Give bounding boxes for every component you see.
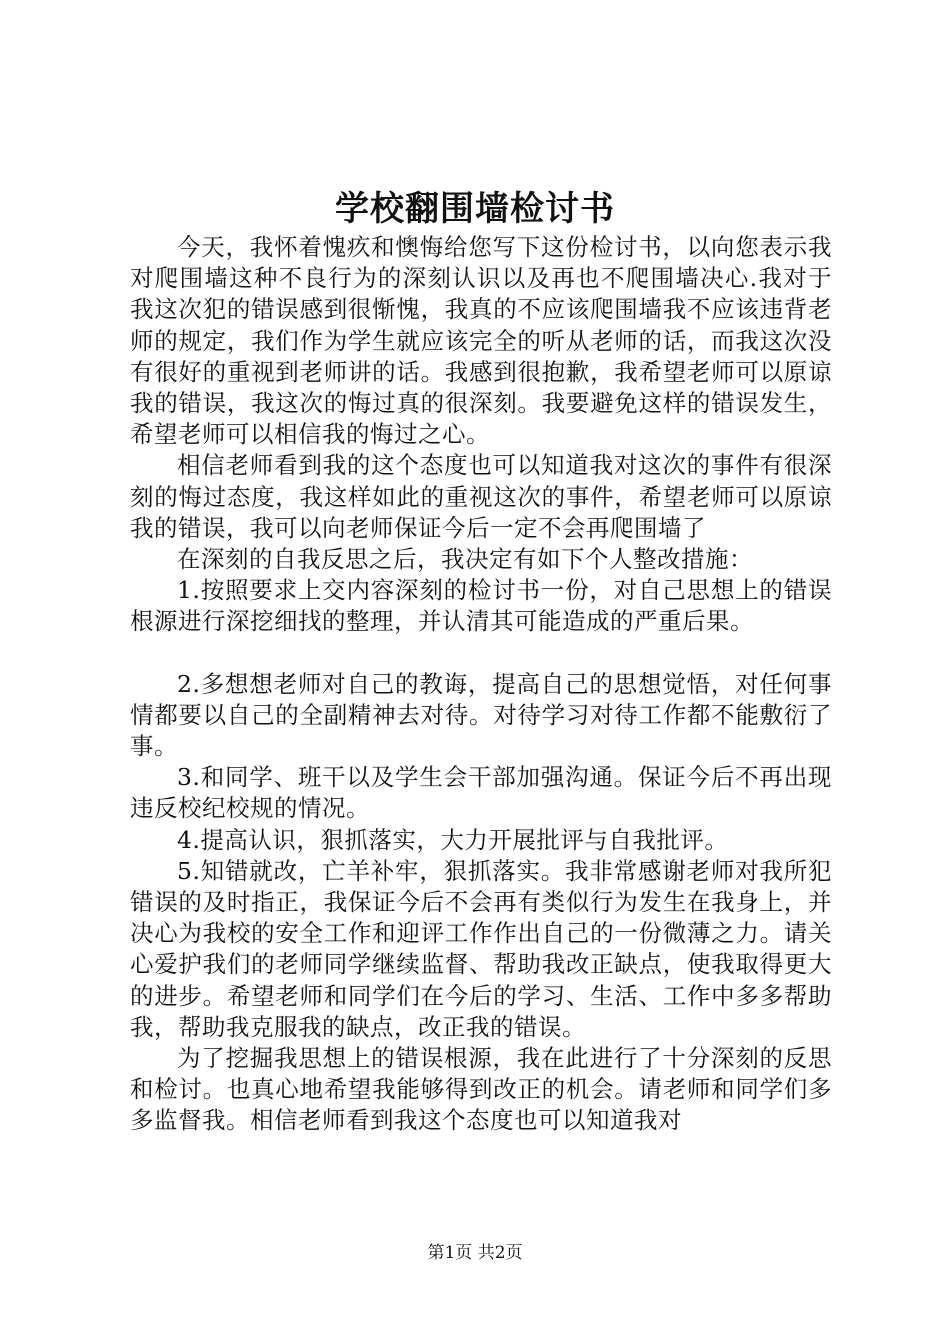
measure-item-1: 1.按照要求上交内容深刻的检讨书一份，对自己思想上的错误根源进行深挖细找的整理，并认清其可能造成的严重后果。 [130, 576, 832, 636]
document-title: 学校翻围墙检讨书 [335, 189, 615, 229]
measure-item-4: 4.提高认识，狠抓落实，大力开展批评与自我批评。 [177, 825, 729, 854]
document-body [130, 232, 832, 1137]
measure-item-3: 3.和同学、班干以及学生会干部加强沟通。保证今后不再出现违反校纪校规的情况。 [130, 763, 832, 823]
paragraph-closing: 为了挖掘我思想上的错误根源，我在此进行了十分深刻的反思和检讨。也真心地希望我能够得到改正的机会。请老师和同学们多多监督我。相信老师看到我这个态度也可以知道我对 [130, 1044, 832, 1135]
blank-line [130, 638, 832, 669]
measure-item-2: 2.多想想老师对自己的教诲，提高自己的思想觉悟，对任何事情都要以自己的全副精神去对待。对待学习对待工作都不能敷衍了事。 [130, 669, 832, 761]
paragraph-attitude: 相信老师看到我的这个态度也可以知道我对这次的事件有很深刻的悔过态度，我这样如此的重视这次的事件，希望老师可以原谅我的错误，我可以向老师保证今后一定不会再爬围墙了 [130, 451, 832, 542]
paragraph-intro: 今天，我怀着愧疚和懊悔给您写下这份检讨书，以向您表示我对爬围墙这种不良行为的深刻认识以及再也不爬围墙决心.我对于我这次犯的错误感到很惭愧，我真的不应该爬围墙我不应该违背老师的规定，我们作为学生就应该完全的听从老师的话，而我这次没有很好的重视到老师讲的话。我感到很抱歉，我希望老师可以原谅我的错误，我这次的悔过真的很深刻。我要避免这样的错误发生，希望老师可以相信我的悔过之心。 [130, 233, 832, 449]
paragraph-measures-intro: 在深刻的自我反思之后，我决定有如下个人整改措施： [177, 545, 753, 574]
measure-item-5: 5.知错就改，亡羊补牢，狠抓落实。我非常感谢老师对我所犯错误的及时指正，我保证今后不会再有类似行为发生在我身上，并决心为我校的安全工作和迎评工作作出自己的一份微薄之力。请关心爱护我们的老师同学继续监督、帮助我改正缺点，使我取得更大的进步。希望老师和同学们在今后的学习、生活、工作中多多帮助我，帮助我克服我的缺点，改正我的错误。 [130, 856, 832, 1041]
page-number-footer: 第1页 共2页 [427, 1243, 523, 1263]
